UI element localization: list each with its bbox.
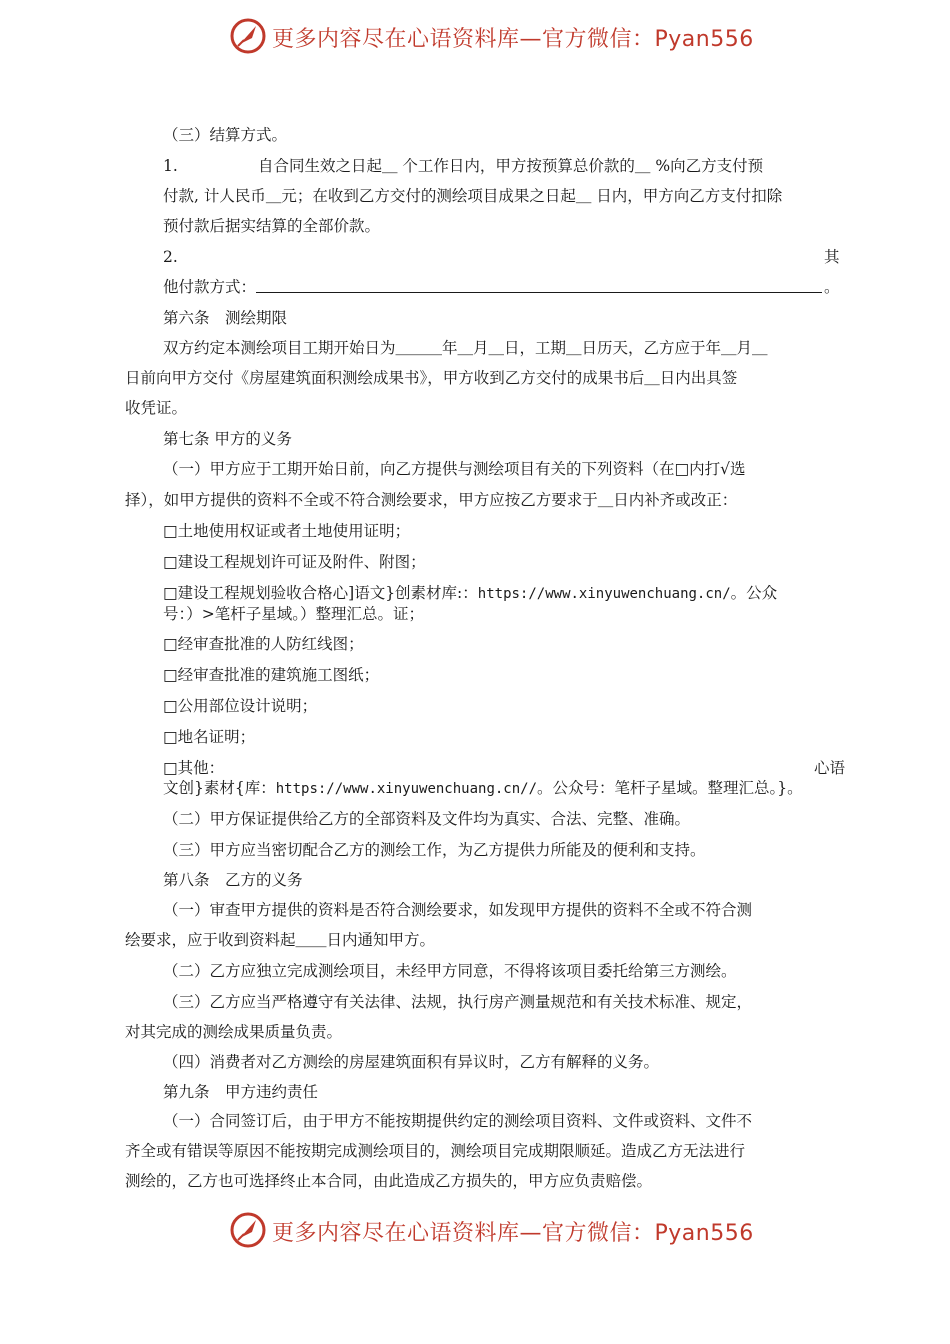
- section-heading: 第六条 测绘期限: [163, 309, 288, 327]
- text-line: 自合同生效之日起＿ 个工作日内，甲方按预算总价款的＿ %向乙方支付预: [258, 157, 764, 175]
- text-line: （二）乙方应独立完成测绘项目，未经甲方同意，不得将该项目委托给第三方测绘。: [163, 962, 737, 980]
- text-line: 绘要求，应于收到资料起＿＿日内通知甲方。: [125, 931, 436, 949]
- checklist-text: 。公众: [730, 584, 778, 602]
- text-line: （四）消费者对乙方测绘的房屋建筑面积有异议时，乙方有解释的义务。: [163, 1053, 660, 1071]
- source-url: https://www.xinyuwenchuang.cn//: [275, 781, 538, 797]
- list-number: 2.: [163, 248, 178, 266]
- text-line: 齐全或有错误等原因不能按期完成测绘项目的，测绘项目完成期限顺延。造成乙方无法进行: [125, 1142, 746, 1160]
- text-line: 心语: [814, 759, 846, 777]
- checklist-item: □公用部位设计说明；: [163, 697, 318, 715]
- source-url: https://www.xinyuwenchuang.cn/: [477, 586, 731, 602]
- text-line: 其: [824, 248, 840, 266]
- text-line: 。: [824, 278, 840, 296]
- text-line: 双方约定本测绘项目工期开始日为＿＿＿年＿月＿日，工期＿日历天，乙方应于年＿月＿: [163, 339, 768, 357]
- text-line: 预付款后据实结算的全部价款。: [163, 217, 381, 235]
- text-line: （一）合同签订后，由于甲方不能按期提供约定的测绘项目资料、文件或资料、文件不: [163, 1112, 753, 1130]
- text-line: 号：）>笔杆子星域。）整理汇总。证；: [163, 605, 424, 623]
- quill-logo-icon: [230, 1212, 266, 1248]
- watermark-text: 。公众号：笔杆子星域。整理汇总。}。: [537, 779, 803, 797]
- banner-text: 更多内容尽在心语资料库—官方微信：Pyan556: [272, 1221, 754, 1246]
- banner-text: 更多内容尽在心语资料库—官方微信：Pyan556: [272, 27, 754, 52]
- checklist-item: □经审查批准的建筑施工图纸；: [163, 666, 380, 684]
- blank-underline: [256, 292, 822, 293]
- text-line: 收凭证。: [125, 399, 188, 417]
- quill-logo-icon: [230, 18, 266, 54]
- text-line: （三）甲方应当密切配合乙方的测绘工作，为乙方提供力所能及的便利和支持。: [163, 841, 706, 859]
- text-line: 测绘的，乙方也可选择终止本合同，由此造成乙方损失的，甲方应负责赔偿。: [125, 1172, 653, 1190]
- footer-banner: [0, 1210, 950, 1250]
- checklist-text: □建设工程规划验收合格心]语文}创素材库:：: [163, 584, 478, 602]
- text-line: 他付款方式：: [163, 278, 257, 296]
- checklist-item: □土地使用权证或者土地使用证明；: [163, 522, 411, 540]
- text-line: （三）结算方式。: [163, 126, 288, 144]
- watermark-text: 文创}素材{库：: [163, 779, 276, 797]
- section-heading: 第七条 甲方的义务: [163, 430, 292, 448]
- checklist-item: □地名证明；: [163, 728, 256, 746]
- text-line: （三）乙方应当严格遵守有关法律、法规，执行房产测量规范和有关技术标准、规定，: [163, 993, 753, 1011]
- text-line: 付款, 计人民币＿元；在收到乙方交付的测绘项目成果之日起＿ 日内，甲方向乙方支付扣除: [163, 187, 783, 205]
- checklist-item: [163, 582, 777, 605]
- list-number: 1.: [163, 157, 178, 175]
- checklist-item: □经审查批准的人防红线图；: [163, 635, 364, 653]
- checklist-item: □其他：: [163, 759, 225, 777]
- text-line: 对其完成的测绘成果质量负责。: [125, 1023, 343, 1041]
- header-banner: [0, 16, 950, 56]
- text-line: （二）甲方保证提供给乙方的全部资料及文件均为真实、合法、完整、准确。: [163, 810, 691, 828]
- text-line: [163, 777, 803, 800]
- text-line: 日前向甲方交付《房屋建筑面积测绘成果书》，甲方收到乙方交付的成果书后＿日内出具签: [125, 369, 738, 387]
- section-heading: 第八条 乙方的义务: [163, 871, 303, 889]
- text-line: 择），如甲方提供的资料不全或不符合测绘要求，甲方应按乙方要求于＿日内补齐或改正：: [125, 491, 738, 509]
- text-line: （一）甲方应于工期开始日前，向乙方提供与测绘项目有关的下列资料（在□内打√选: [163, 460, 746, 478]
- text-line: （一）审查甲方提供的资料是否符合测绘要求，如发现甲方提供的资料不全或不符合测: [163, 901, 753, 919]
- section-heading: 第九条 甲方违约责任: [163, 1083, 319, 1101]
- checklist-item: □建设工程规划许可证及附件、附图；: [163, 553, 426, 571]
